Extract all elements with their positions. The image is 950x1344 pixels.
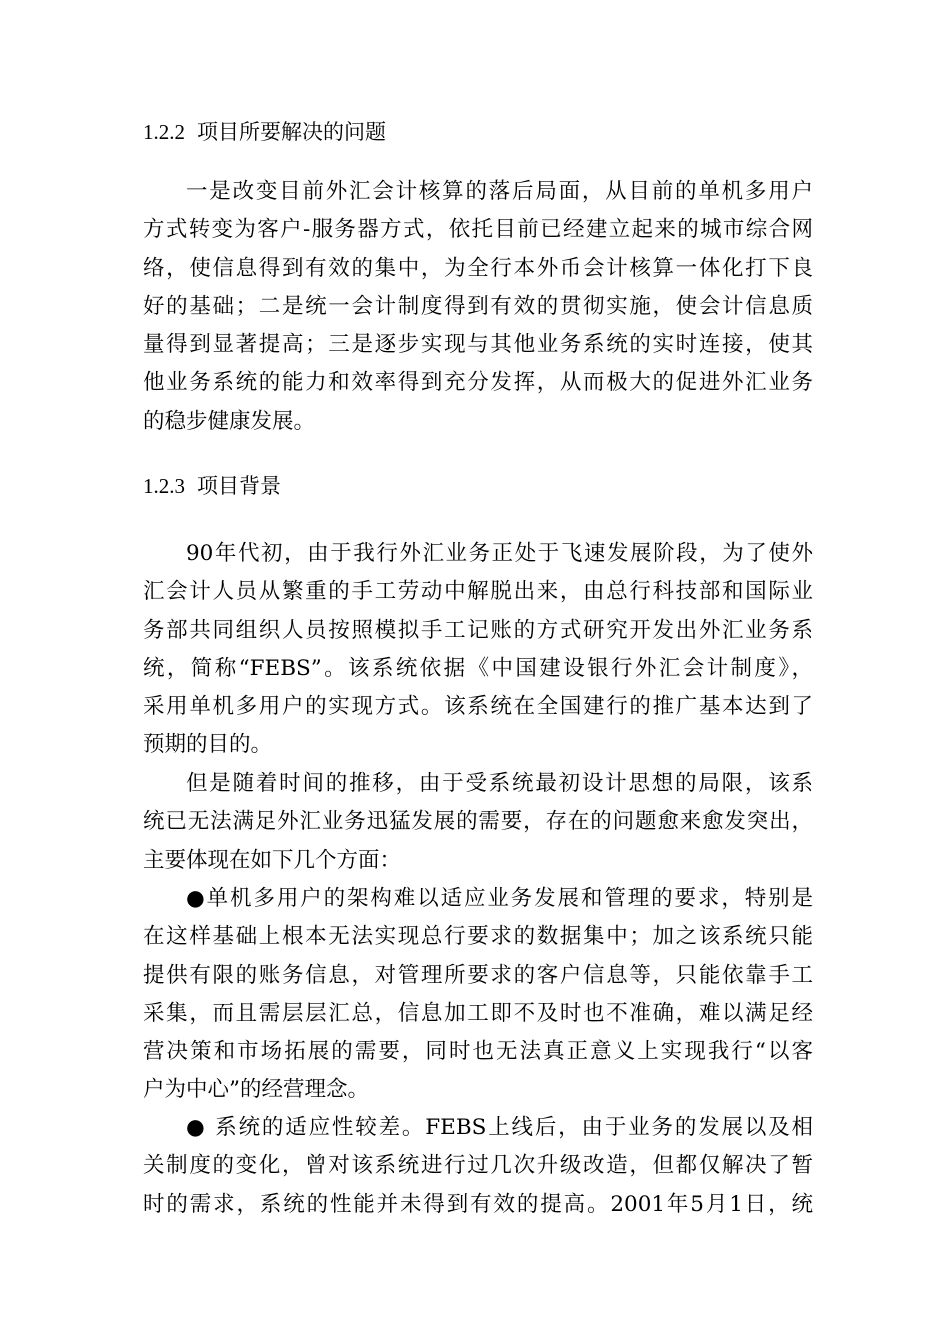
text-line: 的稳步健康发展。: [143, 408, 316, 434]
paragraph-limitations: [143, 765, 813, 880]
text-line: 方式转变为客户-服务器方式，依托目前已经建立起来的城市综合网: [143, 217, 813, 243]
text-line: 主要体现在如下几个方面：: [143, 847, 402, 873]
text-line: 采用单机多用户的实现方式。该系统在全国建行的推广基本达到了: [143, 694, 813, 720]
text-line: 络，使信息得到有效的集中，为全行本外币会计核算一体化打下良: [143, 255, 813, 281]
text-line: 统已无法满足外汇业务迅猛发展的需要，存在的问题愈来愈发突出，: [143, 809, 813, 835]
section-heading-1-2-2: [143, 117, 386, 147]
text-line: 统，简称“FEBS”。该系统依据《中国建设银行外汇会计制度》，: [143, 655, 813, 681]
text-line: 一是改变目前外汇会计核算的落后局面，从目前的单机多用户: [186, 179, 813, 204]
text-line: 户为中心”的经营理念。: [143, 1077, 369, 1103]
text-line: 好的基础；二是统一会计制度得到有效的贯彻实施，使会计信息质: [143, 293, 813, 319]
text-line: 但是随着时间的推移，由于受系统最初设计思想的局限，该系: [186, 771, 813, 796]
bullet-item-adaptability: [143, 1109, 813, 1224]
text-line: ●单机多用户的架构难以适应业务发展和管理的要求，特别是: [186, 886, 813, 911]
section-number: 1.2.2: [143, 120, 185, 144]
text-line: 预期的目的。: [143, 732, 273, 758]
text-line: 90年代初，由于我行外汇业务正处于飞速发展阶段，为了使外: [186, 541, 813, 566]
text-line: 时的需求，系统的性能并未得到有效的提高。2001年5月1日，统: [143, 1191, 813, 1217]
text-line: 他业务系统的能力和效率得到充分发挥，从而极大的促进外汇业务: [143, 370, 813, 396]
text-line: 采集，而且需层层汇总，信息加工即不及时也不准确，难以满足经: [143, 1000, 813, 1026]
bullet-item-architecture: [143, 880, 813, 1110]
text-line: 务部共同组织人员按照模拟手工记账的方式研究开发出外汇业务系: [143, 617, 813, 643]
section-heading-1-2-3: [143, 471, 281, 501]
text-line: ● 系统的适应性较差。FEBS上线后，由于业务的发展以及相: [186, 1115, 813, 1140]
section-number: 1.2.3: [143, 474, 185, 498]
text-line: 在这样基础上根本无法实现总行要求的数据集中；加之该系统只能: [143, 924, 813, 950]
text-line: 量得到显著提高；三是逐步实现与其他业务系统的实时连接，使其: [143, 332, 813, 358]
text-line: 营决策和市场拓展的需要，同时也无法真正意义上实现我行“以客: [143, 1039, 813, 1065]
paragraph-background: [143, 535, 813, 765]
section-title: 项目背景: [197, 474, 281, 498]
text-line: 提供有限的账务信息，对管理所要求的客户信息等，只能依靠手工: [143, 962, 813, 988]
section-title: 项目所要解决的问题: [197, 120, 386, 144]
text-line: 汇会计人员从繁重的手工劳动中解脱出来，由总行科技部和国际业: [143, 579, 813, 605]
text-line: 关制度的变化，曾对该系统进行过几次升级改造，但都仅解决了暂: [143, 1153, 813, 1179]
paragraph-problems: [143, 173, 813, 441]
